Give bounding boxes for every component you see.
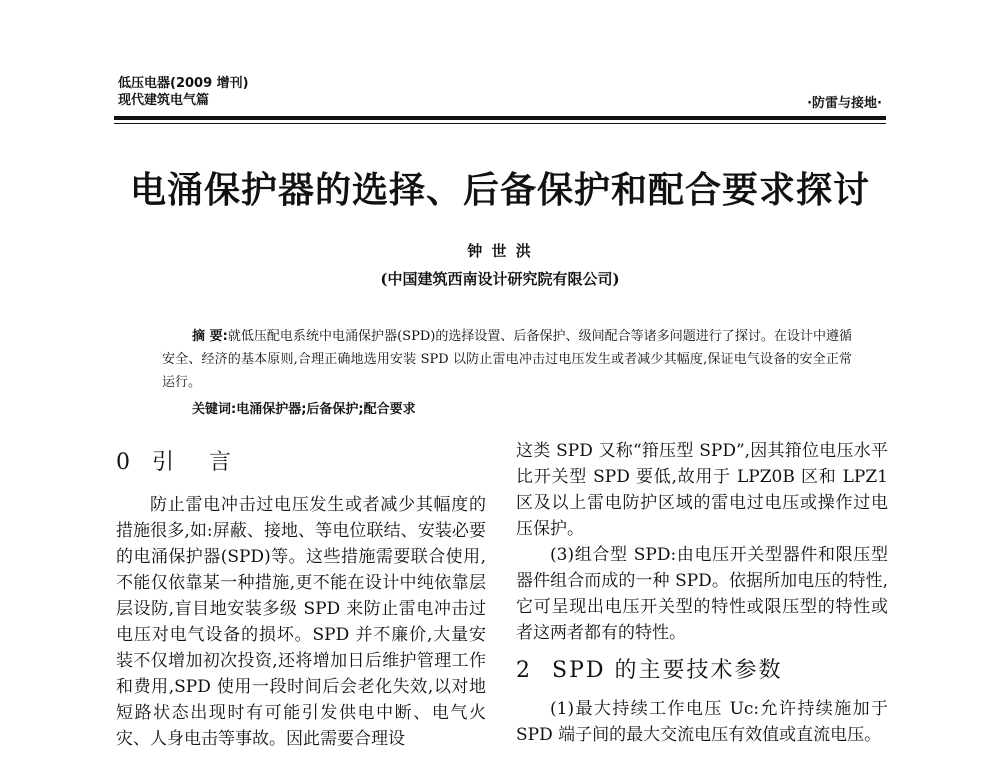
section-2-title: SPD 的主要技术参数 [552, 658, 783, 683]
section-tag: ·防雷与接地· [807, 96, 882, 111]
left-column [116, 448, 486, 752]
author-affiliation: (中国建筑西南设计研究院有限公司) [380, 270, 620, 288]
header-rule-thick [114, 116, 886, 120]
abstract-block [162, 325, 852, 394]
continued-paragraph: 这类 SPD 又称“箝压型 SPD”,因其箝位电压水平比开关型 SPD 要低,故用于 LPZ0B 区和 LPZ1 区及以上雷电防护区域的雷电过电压或操作过电压保护。 [516, 441, 888, 539]
max-voltage-paragraph: (1)最大持续工作电压 Uc:允许持续施加于 SPD 端子间的最大交流电压有效值或直流电压。 [516, 699, 888, 745]
intro-paragraph: 防止雷电冲击过电压发生或者减少其幅度的措施很多,如:屏蔽、接地、等电位联结、安装必要的电涌保护器(SPD)等。这些措施需要联合使用,不能仅依靠某一种措施,更不能在设计中纯依靠层层设防,盲目地安装多级 SPD 来防止雷电冲击过电压对电气设备的损坏。SPD 并不廉价,大量安装不仅增加初次投资,还将增加日后维护管理工作和费用,SPD 使用一段时间后会老化失效,以对地短路状态出现时有可能引发供电中断、电气火灾、人身电击等事故。因此需要合理设 [116, 495, 486, 749]
section-0-heading [116, 448, 486, 478]
section-2-number: 2 [516, 658, 530, 683]
combined-spd-paragraph: (3)组合型 SPD:由电压开关型器件和限压型器件组合而成的一种 SPD。依据所加电压的特性,它可呈现出电压开关型的特性或限压型的特性或者这两者都有的特性。 [516, 545, 888, 643]
section-0-number: 0 [116, 450, 130, 475]
journal-line-1: 低压电器(2009 增刊) [118, 76, 249, 91]
keywords-label: 关键词: [192, 402, 237, 417]
right-column [516, 438, 888, 748]
journal-name [118, 75, 249, 109]
author-name: 钟 世 洪 [467, 242, 533, 260]
abstract-text: 就低压配电系统中电涌保护器(SPD)的选择设置、后备保护、级间配合等诸多问题进行了探讨。在设计中遵循安全、经济的基本原则,合理正确地选用安装 SPD 以防止雷电冲击过电压发生或者减少其幅度,保证电气设备的安全正常运行。 [162, 329, 852, 390]
article-title: 电涌保护器的选择、后备保护和配合要求探讨 [129, 170, 870, 211]
keywords-line [192, 398, 416, 417]
journal-line-2: 现代建筑电气篇 [118, 93, 210, 108]
section-2-heading [516, 656, 888, 686]
abstract-label: 摘 要: [192, 329, 228, 344]
section-0-title: 引 言 [152, 450, 245, 475]
header-rule-thin [114, 123, 886, 124]
keywords-text: 电涌保护器;后备保护;配合要求 [236, 402, 416, 417]
